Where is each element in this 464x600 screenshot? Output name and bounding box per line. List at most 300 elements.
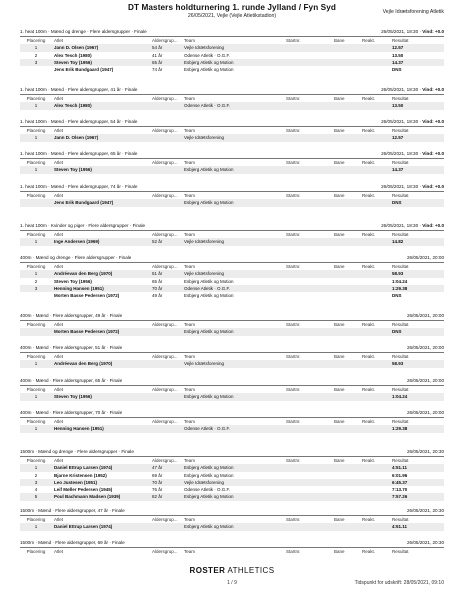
column-header-team: Team (184, 517, 196, 522)
column-header-result: Resultat (392, 419, 409, 424)
event-time-wind (407, 312, 444, 320)
event-title: 1. heat 100m · Mænd · Flere aldersgrupper, 41 år · Finale (20, 87, 138, 92)
cell-result: 13.50 (392, 52, 404, 58)
event-title: 1500m · Mænd · Flere aldersgrupper, 69 år · Finale (20, 540, 125, 545)
cell-result: 6:45.37 (392, 479, 408, 485)
column-header-result: Resultat (392, 387, 409, 392)
result-row (20, 270, 444, 277)
column-header-age-group: Aldersgrup... (152, 232, 178, 237)
column-header-athlete: Atlet (54, 193, 64, 198)
event-header (20, 118, 444, 127)
result-row (20, 199, 444, 206)
event-header (20, 507, 444, 516)
column-header-athlete: Atlet (54, 160, 64, 165)
event-time-wind (381, 183, 444, 191)
cell-place: 1 (34, 239, 38, 245)
event-time: 26/05/2021, 18:30 · (381, 87, 423, 92)
cell-athlete: Poul Bachmann Madsen (1939) (54, 494, 121, 500)
result-row (20, 464, 444, 471)
column-header-athlete: Atlet (54, 387, 64, 392)
cell-athlete: Alex Tesch (1980) (54, 103, 92, 109)
result-row (20, 44, 444, 51)
column-header-lane: Bane (334, 160, 345, 165)
event-time-wind (407, 254, 444, 262)
column-header-start-number: Startnr. (286, 387, 301, 392)
column-header-age-group: Aldersgrup... (152, 322, 178, 327)
result-row (20, 166, 444, 173)
cell-age-group: 69 år (152, 472, 163, 478)
column-header-result: Resultat (392, 38, 409, 43)
result-row (20, 102, 444, 109)
column-header-age-group: Aldersgrup... (152, 458, 178, 463)
result-row (20, 425, 444, 432)
column-header-age-group: Aldersgrup... (152, 549, 178, 554)
event-time: 26/05/2021, 20:00 (406, 410, 444, 415)
column-header-row (20, 127, 444, 134)
event-time: 26/05/2021, 20:00 (406, 345, 444, 350)
column-header-lane: Bane (334, 264, 345, 269)
column-header-reaction: Reakt. (362, 387, 376, 392)
cell-result: DNS (392, 329, 402, 335)
result-row (20, 66, 444, 73)
cell-athlete: Andréevan den Berg (1970) (54, 361, 113, 367)
column-header-lane: Bane (334, 193, 345, 198)
cell-place: 1 (34, 167, 38, 173)
event-section (20, 448, 444, 501)
event-time-wind (407, 377, 444, 385)
cell-athlete: Leif Møller Pedersen (1945) (54, 487, 113, 493)
cell-athlete: Daniel Ettrup Larsen (1974) (54, 524, 113, 530)
event-title: 400m · Mænd · Flere aldersgrupper, 49 år · Finale (20, 313, 123, 318)
column-header-reaction: Reakt. (362, 354, 376, 359)
column-header-row (20, 457, 444, 464)
column-header-reaction: Reakt. (362, 38, 376, 43)
cell-result: DNS (392, 67, 402, 73)
event-time-wind (407, 507, 444, 515)
column-header-result: Resultat (392, 264, 409, 269)
column-header-row (20, 159, 444, 166)
cell-athlete: Inge Andersen (1969) (54, 239, 100, 245)
column-header-athlete: Atlet (54, 232, 64, 237)
event-title: 1500m · Mænd og drenge · Flere aldersgrupper · Finale (20, 449, 134, 454)
cell-place: 1 (34, 394, 38, 400)
cell-place: 3 (34, 59, 38, 65)
cell-age-group: 76 år (152, 487, 163, 493)
column-header-team: Team (184, 264, 196, 269)
cell-team: Esbjerg Atletik og Motion (184, 329, 234, 335)
cell-team: Esbjerg Atletik og Motion (184, 394, 234, 400)
cell-place: 1 (34, 426, 38, 432)
event-time-wind (381, 222, 444, 230)
print-timestamp: Tidspunkt for udskrift: 28/05/2021, 09:10 (354, 580, 444, 586)
event-header (20, 183, 444, 192)
cell-athlete: Bjarne Kristensen (1952) (54, 472, 107, 478)
event-time: 26/05/2021, 18:30 · (381, 223, 423, 228)
cell-result: 58.93 (392, 361, 404, 367)
column-header-start-number: Startnr. (286, 128, 301, 133)
cell-place: 1 (34, 524, 38, 530)
event-title: 400m · Mænd og drenge · Flere aldersgrupper · Finale (20, 255, 132, 260)
column-header-reaction: Reakt. (362, 264, 376, 269)
cell-team: Esbjerg Atletik og Motion (184, 494, 234, 500)
cell-age-group: 70 år (152, 479, 163, 485)
result-row (20, 285, 444, 292)
event-title: 1. heat 100m · Mænd · Flere aldersgrupper, 54 år · Finale (20, 119, 138, 124)
cell-place: 2 (34, 278, 38, 284)
page-number: 1 / 9 (227, 580, 237, 586)
cell-age-group: 52 år (152, 239, 163, 245)
column-header-start-number: Startnr. (286, 458, 301, 463)
column-header-team: Team (184, 96, 196, 101)
event-time: 26/05/2021, 20:00 (406, 255, 444, 260)
column-header-team: Team (184, 419, 196, 424)
result-row (20, 328, 444, 335)
event-section (20, 312, 444, 336)
event-time: 26/05/2021, 18:30 · (381, 184, 423, 189)
column-header-age-group: Aldersgrup... (152, 419, 178, 424)
cell-team: Esbjerg Atletik og Motion (184, 167, 234, 173)
column-header-team: Team (184, 193, 196, 198)
column-header-age-group: Aldersgrup... (152, 160, 178, 165)
cell-result: 12.57 (392, 45, 404, 51)
column-header-age-group: Aldersgrup... (152, 517, 178, 522)
event-header (20, 377, 444, 386)
column-header-start-number: Startnr. (286, 160, 301, 165)
cell-result: 58.93 (392, 271, 404, 277)
cell-team: Vejle Idrætsforening (184, 239, 225, 245)
column-header-reaction: Reakt. (362, 419, 376, 424)
event-wind: Vind: +0.0 (422, 29, 444, 34)
column-header-result: Resultat (392, 232, 409, 237)
event-time: 26/05/2021, 20:00 (406, 378, 444, 383)
column-header-lane: Bane (334, 458, 345, 463)
cell-team: Vejle Idrætsforening (184, 361, 225, 367)
result-row (20, 278, 444, 285)
event-time-wind (407, 344, 444, 352)
cell-place: 4 (34, 487, 38, 493)
cell-athlete: Jann D. Olsen (1967) (54, 45, 99, 51)
cell-athlete: Morten Basse Pedersen (1972) (54, 329, 120, 335)
column-header-reaction: Reakt. (362, 96, 376, 101)
event-time-wind (381, 28, 444, 36)
meet-date-venue: 26/05/2021, Vejle (Vejle Atletikstadion) (187, 13, 277, 19)
cell-team: Odense Atletik · O.G.F. (184, 285, 231, 291)
column-header-place: Placering (26, 354, 46, 359)
column-header-start-number: Startnr. (286, 264, 301, 269)
cell-athlete: Jens Erik Bundgaard (1947) (54, 67, 114, 73)
cell-team: Esbjerg Atletik og Motion (184, 67, 234, 73)
event-wind: Vind: +0.0 (422, 151, 444, 156)
event-time: 26/05/2021, 20:30 (406, 508, 444, 513)
column-header-athlete: Atlet (54, 419, 64, 424)
column-header-start-number: Startnr. (286, 322, 301, 327)
column-header-place: Placering (26, 322, 46, 327)
event-header (20, 222, 444, 231)
cell-result: 13.50 (392, 103, 404, 109)
event-header (20, 312, 444, 321)
result-row (20, 238, 444, 245)
column-header-athlete: Atlet (54, 549, 64, 554)
column-header-athlete: Atlet (54, 322, 64, 327)
cell-team: Esbjerg Atletik og Motion (184, 524, 234, 530)
column-header-lane: Bane (334, 517, 345, 522)
column-header-age-group: Aldersgrup... (152, 354, 178, 359)
column-header-row (20, 231, 444, 238)
column-header-result: Resultat (392, 322, 409, 327)
cell-team: Esbjerg Atletik og Motion (184, 293, 234, 299)
cell-result: 1:04.24 (392, 394, 408, 400)
event-time: 26/05/2021, 18:30 · (381, 29, 423, 34)
event-time: 26/05/2021, 20:00 (406, 313, 444, 318)
cell-result: 14.37 (392, 167, 404, 173)
event-section (20, 222, 444, 246)
cell-team: Esbjerg Atletik og Motion (184, 472, 234, 478)
column-header-result: Resultat (392, 549, 409, 554)
column-header-team: Team (184, 322, 196, 327)
meet-title: DT Masters holdturnering 1. runde Jylland / Fyn Syd (127, 3, 336, 12)
cell-team: Esbjerg Atletik og Motion (184, 465, 234, 471)
column-header-start-number: Startnr. (286, 517, 301, 522)
column-header-place: Placering (26, 38, 46, 43)
cell-result: 1:29.38 (392, 426, 408, 432)
cell-team: Vejle Idrætsforening (184, 479, 225, 485)
cell-result: 4:51.11 (392, 524, 408, 530)
column-header-start-number: Startnr. (286, 354, 301, 359)
cell-place: 1 (34, 465, 38, 471)
column-header-age-group: Aldersgrup... (152, 96, 178, 101)
column-header-team: Team (184, 128, 196, 133)
cell-team: Odense Atletik · O.G.F. (184, 487, 231, 493)
column-header-lane: Bane (334, 38, 345, 43)
event-header (20, 448, 444, 457)
event-section (20, 118, 444, 142)
event-title: 400m · Mænd · Flere aldersgrupper, 51 år · Finale (20, 345, 123, 350)
event-section (20, 507, 444, 531)
cell-place: 1 (34, 271, 38, 277)
cell-athlete: Jann D. Olsen (1967) (54, 135, 99, 141)
cell-athlete: Daniel Ettrup Larsen (1974) (54, 465, 113, 471)
column-header-start-number: Startnr. (286, 419, 301, 424)
cell-place: 2 (34, 472, 38, 478)
column-header-start-number: Startnr. (286, 96, 301, 101)
column-header-athlete: Atlet (54, 96, 64, 101)
column-header-row (20, 95, 444, 102)
column-header-place: Placering (26, 517, 46, 522)
column-header-athlete: Atlet (54, 354, 64, 359)
event-section (20, 150, 444, 174)
column-header-team: Team (184, 458, 196, 463)
column-header-age-group: Aldersgrup... (152, 387, 178, 392)
column-header-place: Placering (26, 264, 46, 269)
event-wind: Vind: +0.0 (422, 119, 444, 124)
event-header (20, 539, 444, 548)
cell-age-group: 74 år (152, 67, 163, 73)
cell-result: 12.57 (392, 135, 404, 141)
result-row (20, 472, 444, 479)
column-header-row (20, 321, 444, 328)
organizer-name: Vejle Idrætsforening Atletik (382, 9, 444, 15)
cell-athlete: Henning Hansen (1951) (54, 426, 104, 432)
cell-team: Vejle Idrætsforening (184, 135, 225, 141)
column-header-lane: Bane (334, 354, 345, 359)
column-header-place: Placering (26, 549, 46, 554)
column-header-row (20, 353, 444, 360)
cell-age-group: 51 år (152, 271, 163, 277)
cell-team: Esbjerg Atletik og Motion (184, 278, 234, 284)
column-header-row (20, 548, 444, 555)
cell-age-group: 65 år (152, 59, 163, 65)
cell-place: 1 (34, 45, 38, 51)
column-header-athlete: Atlet (54, 264, 64, 269)
cell-age-group: 82 år (152, 494, 163, 500)
event-header (20, 254, 444, 263)
event-section (20, 86, 444, 110)
column-header-age-group: Aldersgrup... (152, 38, 178, 43)
column-header-row (20, 418, 444, 425)
cell-result: 7:57.26 (392, 494, 408, 500)
event-header (20, 86, 444, 95)
column-header-athlete: Atlet (54, 517, 64, 522)
column-header-place: Placering (26, 419, 46, 424)
column-header-team: Team (184, 354, 196, 359)
column-header-place: Placering (26, 96, 46, 101)
column-header-lane: Bane (334, 128, 345, 133)
column-header-team: Team (184, 160, 196, 165)
cell-result: 4:51.11 (392, 465, 408, 471)
column-header-age-group: Aldersgrup... (152, 193, 178, 198)
column-header-result: Resultat (392, 193, 409, 198)
column-header-row (20, 516, 444, 523)
column-header-row (20, 386, 444, 393)
result-row (20, 360, 444, 367)
column-header-place: Placering (26, 128, 46, 133)
result-row (20, 52, 444, 59)
cell-place: 1 (34, 135, 38, 141)
column-header-reaction: Reakt. (362, 128, 376, 133)
column-header-team: Team (184, 232, 196, 237)
roster-athletics-logo: ROSTER ATHLETICS (189, 566, 275, 575)
event-title: 1. heat 100m · Kvinder og piger · Flere aldersgrupper · Finale (20, 223, 146, 228)
column-header-result: Resultat (392, 458, 409, 463)
cell-team: Vejle Idrætsforening (184, 271, 225, 277)
column-header-place: Placering (26, 160, 46, 165)
event-time: 26/05/2021, 20:30 (406, 540, 444, 545)
cell-result: 1:04.24 (392, 278, 408, 284)
column-header-reaction: Reakt. (362, 232, 376, 237)
event-header (20, 150, 444, 159)
event-title: 400m · Mænd · Flere aldersgrupper, 70 år · Finale (20, 410, 123, 415)
column-header-reaction: Reakt. (362, 517, 376, 522)
result-row (20, 292, 444, 299)
cell-place: 2 (34, 52, 38, 58)
cell-athlete: Steven Toy (1956) (54, 167, 92, 173)
column-header-start-number: Startnr. (286, 549, 301, 554)
cell-team: Esbjerg Atletik og Motion (184, 59, 234, 65)
column-header-start-number: Startnr. (286, 232, 301, 237)
event-section (20, 183, 444, 207)
cell-result: DNS (392, 200, 402, 206)
column-header-reaction: Reakt. (362, 160, 376, 165)
event-time: 26/05/2021, 20:30 (406, 449, 444, 454)
event-section (20, 254, 444, 299)
event-section (20, 409, 444, 433)
event-section (20, 539, 444, 555)
column-header-athlete: Atlet (54, 128, 64, 133)
cell-place: 5 (34, 494, 38, 500)
cell-team: Odense Atletik · O.G.F. (184, 103, 231, 109)
column-header-start-number: Startnr. (286, 193, 301, 198)
result-row (20, 59, 444, 66)
event-time-wind (381, 86, 444, 94)
column-header-lane: Bane (334, 419, 345, 424)
column-header-result: Resultat (392, 96, 409, 101)
result-row (20, 393, 444, 400)
cell-age-group: 54 år (152, 45, 163, 51)
column-header-age-group: Aldersgrup... (152, 264, 178, 269)
column-header-place: Placering (26, 232, 46, 237)
column-header-lane: Bane (334, 96, 345, 101)
event-time-wind (407, 539, 444, 547)
column-header-start-number: Startnr. (286, 38, 301, 43)
cell-age-group: 41 år (152, 52, 163, 58)
result-row (20, 523, 444, 530)
event-time: 26/05/2021, 18:30 · (381, 119, 423, 124)
event-time-wind (407, 409, 444, 417)
column-header-result: Resultat (392, 128, 409, 133)
column-header-athlete: Atlet (54, 38, 64, 43)
column-header-row (20, 37, 444, 44)
column-header-place: Placering (26, 387, 46, 392)
cell-place: 3 (34, 285, 38, 291)
event-title: 1. heat 100m · Mænd og drenge · Flere aldersgrupper · Finale (20, 29, 147, 34)
result-row (20, 493, 444, 500)
cell-athlete: Steven Toy (1956) (54, 59, 92, 65)
column-header-result: Resultat (392, 517, 409, 522)
event-wind: Vind: +0.0 (422, 184, 444, 189)
cell-place: 1 (34, 361, 38, 367)
cell-team: Esbjerg Atletik og Motion (184, 200, 234, 206)
cell-athlete: Leo Justesen (1951) (54, 479, 98, 485)
event-title: 400m · Mænd · Flere aldersgrupper, 65 år · Finale (20, 378, 123, 383)
cell-athlete: Henning Hansen (1951) (54, 285, 104, 291)
column-header-reaction: Reakt. (362, 322, 376, 327)
column-header-team: Team (184, 387, 196, 392)
cell-athlete: Morten Basse Pedersen (1972) (54, 293, 120, 299)
cell-place: 3 (34, 479, 38, 485)
event-time-wind (381, 118, 444, 126)
event-section (20, 28, 444, 73)
column-header-result: Resultat (392, 160, 409, 165)
cell-result: 7:13.70 (392, 487, 408, 493)
event-header (20, 344, 444, 353)
event-header (20, 409, 444, 418)
column-header-lane: Bane (334, 232, 345, 237)
result-row (20, 479, 444, 486)
event-wind: Vind: +0.0 (422, 87, 444, 92)
event-title: 1500m · Mænd · Flere aldersgrupper, 47 år · Finale (20, 508, 125, 513)
column-header-lane: Bane (334, 549, 345, 554)
event-time-wind (381, 150, 444, 158)
cell-age-group: 65 år (152, 278, 163, 284)
event-title: 1. heat 100m · Mænd · Flere aldersgrupper, 65 år · Finale (20, 151, 138, 156)
cell-athlete: Steven Toy (1956) (54, 278, 92, 284)
cell-result: 1:29.38 (392, 285, 408, 291)
cell-result: 14.82 (392, 239, 404, 245)
event-wind: Vind: +0.0 (422, 223, 444, 228)
cell-athlete: Andréevan den Berg (1970) (54, 271, 113, 277)
column-header-row (20, 192, 444, 199)
column-header-athlete: Atlet (54, 458, 64, 463)
